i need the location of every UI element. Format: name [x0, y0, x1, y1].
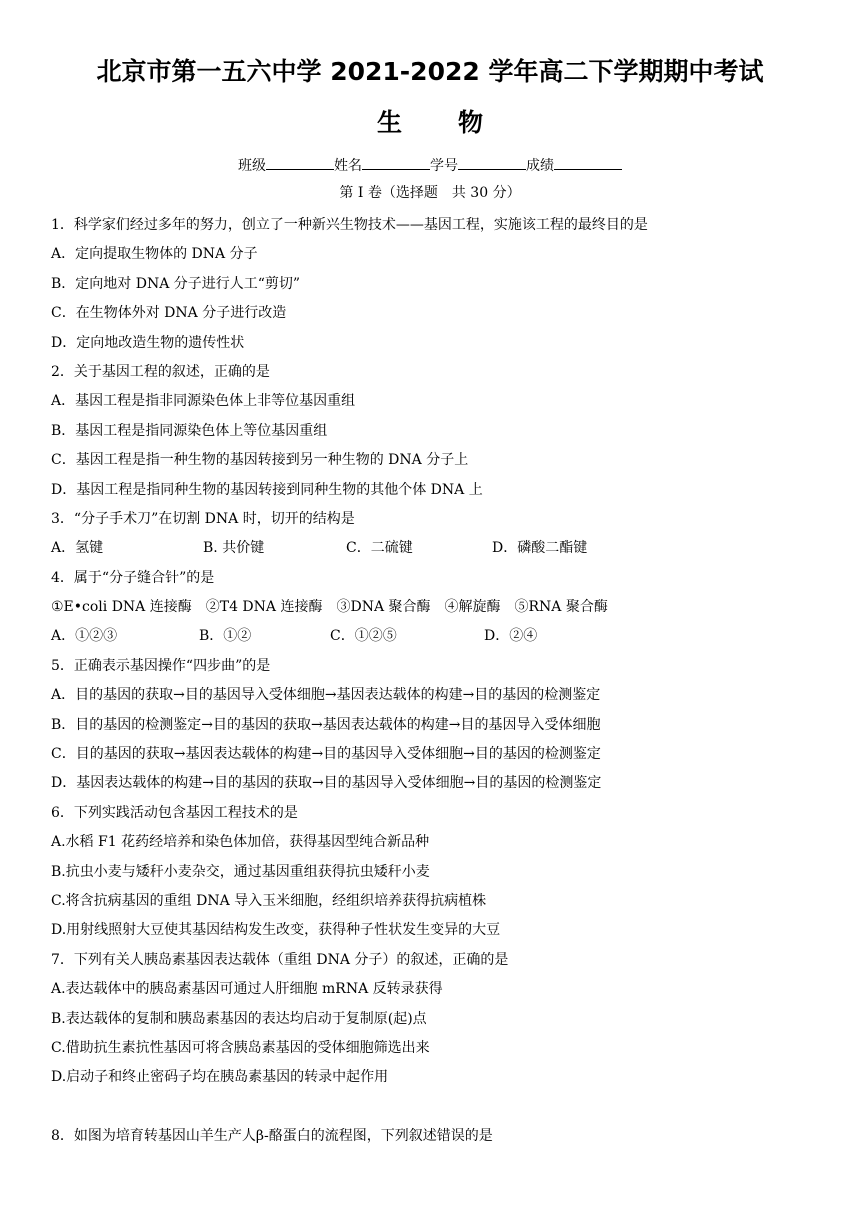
question-5-option-a: A．目的基因的获取→目的基因导入受体细胞→基因表达载体的构建→目的基因的检测鉴定	[51, 687, 601, 704]
question-4-items: ①E•coli DNA 连接酶 ②T4 DNA 连接酶 ③DNA 聚合酶 ④解旋酶 ⑤RNA 聚合酶	[51, 599, 608, 616]
name-blank[interactable]	[362, 156, 430, 170]
question-3-option-c: C．二硫键	[346, 540, 413, 557]
class-blank[interactable]	[266, 156, 334, 170]
question-1-option-a: A．定向提取生物体的 DNA 分子	[51, 246, 258, 263]
question-4-option-b: B．①②	[199, 628, 252, 645]
question-1-option-b: B．定向地对 DNA 分子进行人工“剪切”	[51, 275, 301, 292]
question-4-option-d: D．②④	[484, 628, 538, 645]
question-1-option-c: C．在生物体外对 DNA 分子进行改造	[51, 305, 287, 322]
question-7-option-d: D.启动子和终止密码子均在胰岛素基因的转录中起作用	[51, 1069, 389, 1086]
question-list	[51, 211, 831, 1152]
question-2-stem: 2．关于基因工程的叙述，正确的是	[51, 363, 270, 380]
question-2-option-d: D．基因工程是指同种生物的基因转接到同种生物的其他个体 DNA 上	[51, 481, 483, 498]
question-3-option-a: A．氢键	[51, 540, 104, 557]
question-6-stem: 6．下列实践活动包含基因工程技术的是	[51, 804, 298, 821]
student-id-label: 学号	[430, 158, 458, 174]
question-2-option-b: B．基因工程是指同源染色体上等位基因重组	[51, 422, 328, 439]
question-3-option-d: D．磷酸二酯键	[492, 540, 588, 557]
student-id-blank[interactable]	[458, 156, 526, 170]
question-5-option-b: B．目的基因的检测鉴定→目的基因的获取→基因表达载体的构建→目的基因导入受体细胞	[51, 716, 601, 733]
question-2-option-c: C．基因工程是指一种生物的基因转接到另一种生物的 DNA 分子上	[51, 452, 469, 469]
subject-char-2: 物	[458, 108, 484, 137]
score-label: 成绩	[526, 158, 554, 174]
question-4-options	[51, 622, 831, 651]
question-3-stem: 3．“分子手术刀”在切割 DNA 时，切开的结构是	[51, 510, 355, 527]
question-6-option-c: C.将含抗病基因的重组 DNA 导入玉米细胞，经组织培养获得抗病植株	[51, 892, 487, 909]
question-1-stem: 1．科学家们经过多年的努力，创立了一种新兴生物技术——基因工程，实施该工程的最终目的是	[51, 217, 648, 233]
question-4-option-a: A．①②③	[51, 628, 118, 645]
question-2-option-a: A．基因工程是指非同源染色体上非等位基因重组	[51, 393, 356, 410]
question-7-stem: 7．下列有关人胰岛素基因表达载体（重组 DNA 分子）的叙述，正确的是	[51, 951, 509, 968]
exam-title: 北京市第一五六中学 2021-2022 学年高二下学期期中考试	[96, 57, 764, 86]
question-5-option-c: C．目的基因的获取→基因表达载体的构建→目的基因导入受体细胞→目的基因的检测鉴定	[51, 746, 601, 763]
question-5-stem: 5．正确表示基因操作“四步曲”的是	[51, 657, 271, 674]
question-6-option-a: A.水稻 F1 花药经培养和染色体加倍，获得基因型纯合新品种	[51, 834, 430, 851]
subject-heading	[0, 103, 860, 139]
question-4-stem: 4．属于“分子缝合针”的是	[51, 569, 215, 586]
class-label: 班级	[238, 158, 266, 174]
student-info-line	[0, 155, 860, 175]
section-heading: 第 I 卷（选择题 共 30 分）	[339, 185, 521, 201]
subject-char-1: 生	[376, 108, 402, 137]
score-blank[interactable]	[554, 156, 622, 170]
question-1-option-d: D．定向地改造生物的遗传性状	[51, 334, 245, 351]
blank-line	[51, 1093, 831, 1122]
question-6-option-d: D.用射线照射大豆使其基因结构发生改变，获得种子性状发生变异的大豆	[51, 922, 501, 939]
question-6-option-b: B.抗虫小麦与矮秆小麦杂交，通过基因重组获得抗虫矮秆小麦	[51, 863, 430, 880]
question-3-option-b: B. 共价键	[203, 540, 265, 557]
question-7-option-a: A.表达载体中的胰岛素基因可通过人肝细胞 mRNA 反转录获得	[51, 981, 443, 998]
question-3-options	[51, 534, 831, 563]
name-label: 姓名	[334, 158, 362, 174]
question-4-option-c: C．①②⑤	[330, 628, 397, 645]
question-7-option-b: B.表达载体的复制和胰岛素基因的表达均启动于复制原(起)点	[51, 1010, 427, 1027]
question-5-option-d: D．基因表达载体的构建→目的基因的获取→目的基因导入受体细胞→目的基因的检测鉴定	[51, 775, 602, 792]
question-8-stem: 8．如图为培育转基因山羊生产人β-酪蛋白的流程图，下列叙述错误的是	[51, 1128, 493, 1145]
question-7-option-c: C.借助抗生素抗性基因可将含胰岛素基因的受体细胞筛选出来	[51, 1039, 430, 1056]
